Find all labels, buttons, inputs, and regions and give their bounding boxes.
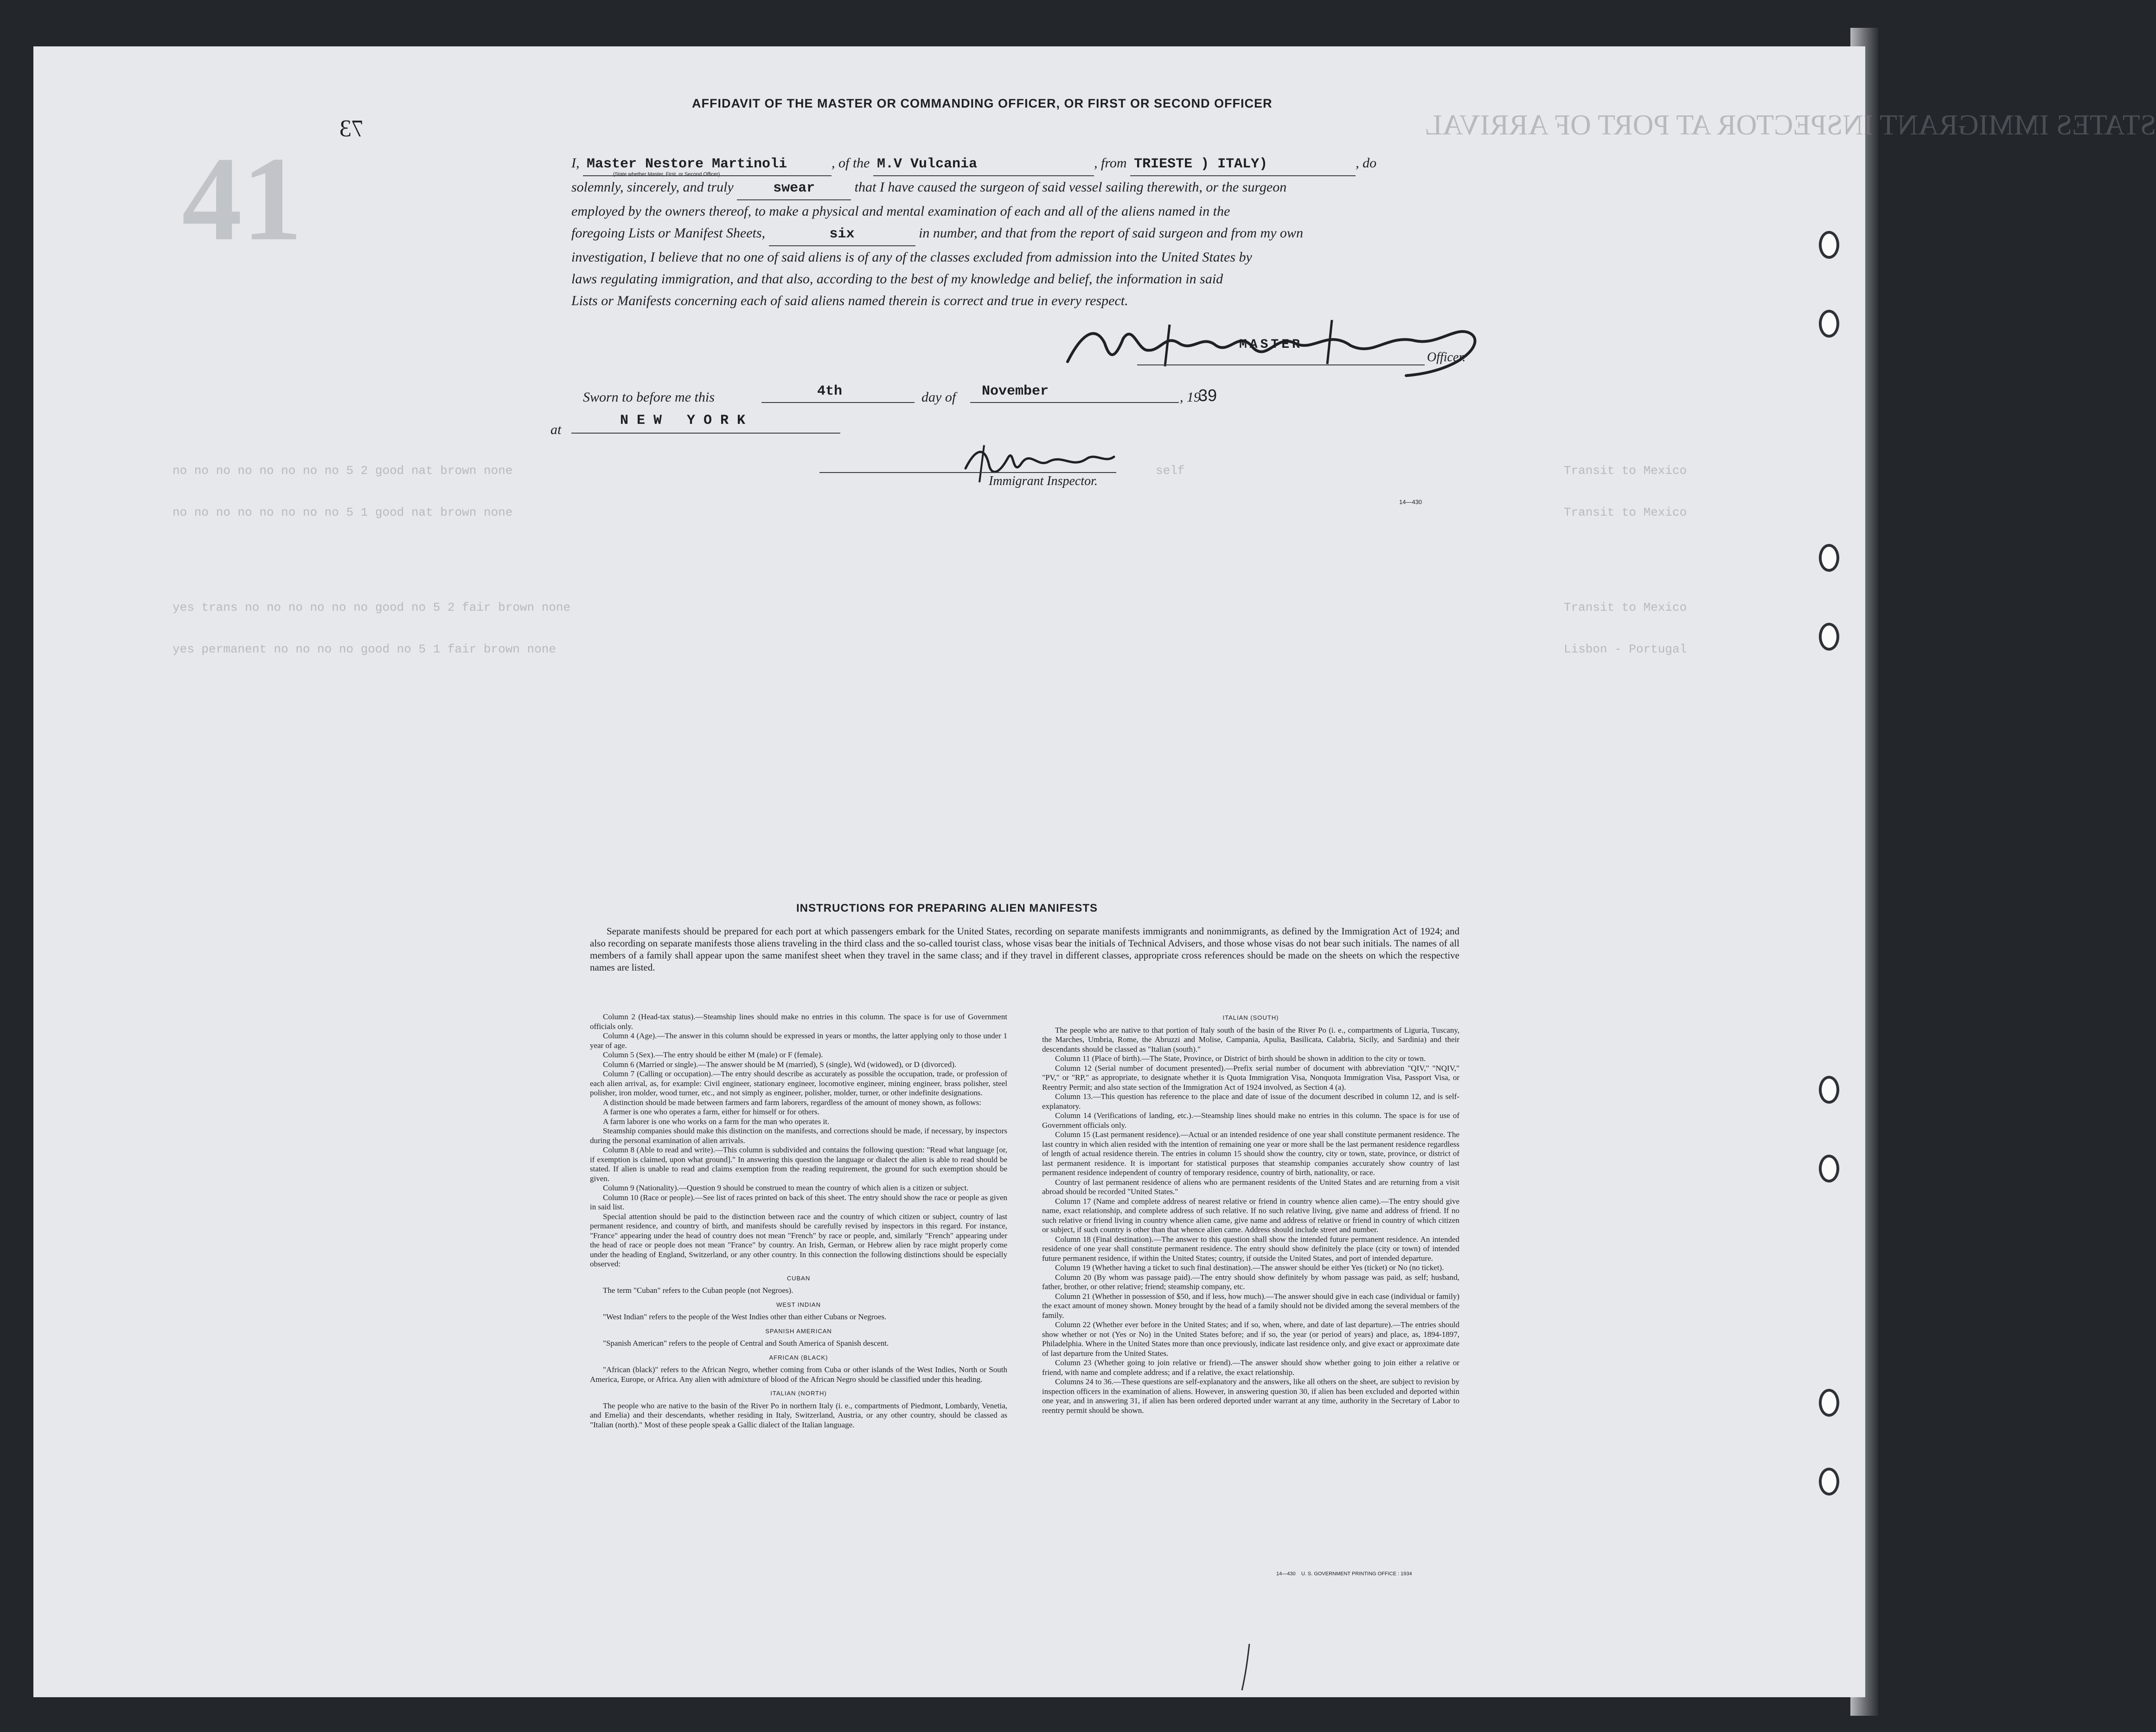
at-label: at: [550, 422, 562, 437]
instruction-paragraph: Column 18 (Final destination).—The answer to this question shall show the intended future permanent residence. An intended residence of one year shall constitute permanent residence. The entry should show definitely the place (city or town) of intended future permanent residence, if within the United States; country, if outside the United States, and port of intended departure.: [1042, 1234, 1459, 1263]
affidavit-line-6: laws regulating immigration, and that also, according to the best of my knowledge and belief, the information in said: [571, 271, 1223, 287]
instructions-right-column: [1042, 1009, 1459, 1415]
instruction-section-heading: ITALIAN (NORTH): [770, 1390, 827, 1397]
binder-hole: [1819, 544, 1839, 572]
line4-end: in number, and that from the report of said surgeon and from my own: [919, 225, 1303, 241]
instruction-paragraph: Column 22 (Whether ever before in the United States; and if so, when, where, and date of last departure).—The entries should show whether or not (Yes or No) in the United States before; and if so, the year (or period of years) and place, as, 1894-1897, Philadelphia. Where in the United States more than once previously, indicate last residence only, and give exact or approximate date of last departure from the United States.: [1042, 1320, 1459, 1358]
binder-hole: [1819, 310, 1839, 338]
day-field: 4th: [817, 383, 843, 399]
affidavit-line-7: Lists or Manifests concerning each of said aliens named therein is correct and true in every respect.: [571, 293, 1128, 308]
line2-end: that I have caused the surgeon of said vessel sailing therewith, or the surgeon: [854, 179, 1287, 195]
year-suffix: 39: [1198, 386, 1217, 405]
place-field: N E W Y O R K: [620, 413, 746, 428]
from-port-field: TRIESTE ) ITALY): [1130, 153, 1356, 176]
instruction-paragraph: Column 21 (Whether in possession of $50, and if less, how much).—The answer should give in each case (individual or family) the exact amount of money shown. Money brought by the head of a family should not be divided among the several members of the family.: [1042, 1291, 1459, 1320]
affidavit-line-4: [571, 222, 1499, 246]
form-number: 14—430: [1399, 499, 1422, 505]
manifest-page: [33, 46, 2156, 1697]
month-field: November: [982, 383, 1049, 399]
bleed-heading: STATES IMMIGRANT INSPECTOR AT PORT OF ARRIVAL: [1425, 109, 2156, 141]
instruction-section-heading: SPANISH AMERICAN: [765, 1327, 832, 1335]
binder-hole: [1819, 1155, 1839, 1182]
affidavit-line-2: [571, 176, 1499, 200]
instruction-paragraph: Column 13.—This question has reference to the place and date of issue of the document described in column 12, and is self-explanatory.: [1042, 1092, 1459, 1111]
binder-hole: [1819, 1468, 1839, 1496]
instruction-paragraph: Column 10 (Race or people).—See list of races printed on back of this sheet. The entry should show the race or people as given in said list.: [590, 1193, 1007, 1211]
bleed-row: no no no no no no no no 5 2 good nat brown none: [173, 464, 513, 478]
instruction-paragraph: Columns 24 to 36.—These questions are self-explanatory and the answers, like all others on the sheet, are subject to revision by inspection officers in the examination of aliens. However, in answering question 30, if alien has been excluded and deported within one year, and in answering 31, if alien has been ordered deported under warrant at any time, authority in the Secretary of Labor to reentry permit should be shown.: [1042, 1377, 1459, 1415]
place-line: [571, 433, 840, 434]
affidavit-body: [571, 152, 1499, 312]
affidavit-line-5: investigation, I believe that no one of said aliens is of any of the classes excluded from admission into the United States by: [571, 249, 1252, 265]
instruction-paragraph: Column 11 (Place of birth).—The State, Province, or District of birth should be shown in addition to the city or town.: [1055, 1054, 1426, 1063]
bleed-row: Lisbon - Portugal: [1564, 642, 1687, 656]
pencil-mark: [1239, 1642, 1253, 1693]
count-field: six: [769, 224, 915, 246]
instruction-paragraph: Column 9 (Nationality).—Question 9 should be construed to mean the country of which alien is a citizen or subject.: [603, 1183, 969, 1192]
instruction-paragraph: Column 8 (Able to read and write).—This column is subdivided and contains the following question: "Read what language [or, if exemption is claimed, upon what ground]." In answering this question the language or dialect the alien is able to read should be stated. If alien is unable to read and claims exemption from the reading requirement, the ground for such exemption should be given.: [590, 1145, 1007, 1183]
instruction-paragraph: Column 12 (Serial number of document presented).—Prefix serial number of document with abbreviation "QIV," "NQIV," "PV," or "RP," as appropriate, to designate whether it is Quota Immigration Visa, Nonquota Immigration Visa, Passport Visa, or Reentry Permit; and also state section of the Immigration Act of 1924 involved, as Section 4 (a).: [1042, 1063, 1459, 1092]
bleed-row: Transit to Mexico: [1564, 464, 1687, 478]
instruction-section-heading: ITALIAN (SOUTH): [1222, 1014, 1279, 1021]
instruction-paragraph: Column 23 (Whether going to join relative or friend).—The answer should show whether going to join either a relative or friend, with name and complete address; and if a relative, the exact relationship.: [1042, 1358, 1459, 1377]
instructions-title: INSTRUCTIONS FOR PREPARING ALIEN MANIFESTS: [796, 902, 1098, 914]
instruction-paragraph: Steamship companies should make this distinction on the manifests, and corrections should be made, if necessary, by inspectors during the personal examination of alien arrivals.: [590, 1126, 1007, 1145]
officer-name-field: Master Nestore Martinoli: [583, 153, 832, 176]
day-line: [761, 402, 915, 403]
instruction-section-text: The people who are native to the basin of the River Po in northern Italy (i. e., compartments of Piedmont, Lombardy, Venetia, and Emelia) and their descendants, whether residing in Italy, Switzerland, Austria, or any other country, should be classed as "Italian (north)." Most of these people speak a Gallic dialect of the Italian language.: [590, 1401, 1007, 1429]
instruction-paragraph: Column 5 (Sex).—The entry should be either M (male) or F (female).: [603, 1050, 823, 1059]
printing-office-footer: 14—430 U. S. GOVERNMENT PRINTING OFFICE : 1934: [1276, 1571, 1412, 1577]
instruction-section-text: "West Indian" refers to the people of the West Indies other than either Cubans or Negroes.: [603, 1312, 887, 1321]
instruction-paragraph: Column 15 (Last permanent residence).—Actual or an intended residence of one year shall constitute permanent residence. The last country in which alien resided with the intention of remaining one year or more shall be the last permanent residence regardless of length of actual residence therein. The entries in column 15 should show the country, city or town, state, province, or district of last permanent residence. It is important for statistical purposes that steamship companies accurately show country of last permanent residence independent of country of temporary residence, country of birth, nationality, or race.: [1042, 1130, 1459, 1177]
instruction-paragraph: Column 7 (Calling or occupation).—The entry should describe as accurately as possible the occupation, trade, or profession of each alien arrival, as, for example: Civil engineer, stationary engineer, locomotive engineer, mining engineer, brass polisher, steel polisher, iron molder, wood turner, etc., and not simply as engineer, polisher, molder, turner, or other indefinite designations.: [590, 1069, 1007, 1097]
instruction-paragraph: Column 4 (Age).—The answer in this column should be expressed in years or months, the latter applying only to those under 1 year of age.: [590, 1031, 1007, 1050]
bleed-row: no no no no no no no no 5 1 good nat brown none: [173, 505, 513, 519]
instructions-intro: Separate manifests should be prepared for each port at which passengers embark for the United States, recording on separate manifests immigrants and nonimmigrants, as defined by the Immigration Act of 1924; and also recording on separate manifests those aliens traveling in the third class and the so-called tourist class, whose visas bear the initials of Technical Advisers, and those whose visas do not bear such initials. The names of all members of a family shall appear upon the same manifest sheet when they travel in the same class; and if they travel in different classes, appropriate cross references should be made on the sheets on which the respective names are listed.: [590, 926, 1459, 973]
inspector-signature-line: [819, 472, 1116, 473]
instructions-left-column: [590, 1012, 1007, 1430]
month-line: [970, 402, 1179, 403]
instruction-paragraph: A distinction should be made between farmers and farm laborers, regardless of the amount of money shown, as follows:: [603, 1098, 981, 1107]
officer-signature-line: [1137, 364, 1425, 365]
affidavit-title: AFFIDAVIT OF THE MASTER OR COMMANDING OFFICER, OR FIRST OR SECOND OFFICER: [692, 96, 1273, 110]
of-the-label: , of the: [832, 155, 870, 171]
instruction-paragraph: Column 14 (Verifications of landing, etc.).—Steamship lines should make no entries in this column. The space is for use of Government officials only.: [1042, 1111, 1459, 1130]
binder-hole: [1819, 1389, 1839, 1417]
bleed-row: self: [1156, 464, 1185, 478]
signature-role: MASTER: [1239, 338, 1303, 352]
instruction-section-text: "Spanish American" refers to the people of Central and South America of Spanish descent.: [603, 1339, 889, 1348]
instruction-paragraph: Column 2 (Head-tax status).—Steamship lines should make no entries in this column. The space is for use of Government officials only.: [590, 1012, 1007, 1031]
instruction-section-heading: WEST INDIAN: [776, 1301, 821, 1308]
instruction-section-text: The term "Cuban" refers to the Cuban people (not Negroes).: [603, 1286, 793, 1295]
inspector-label: Immigrant Inspector.: [989, 474, 1098, 488]
binder-hole: [1819, 1076, 1839, 1104]
oath-field: swear: [737, 178, 851, 200]
line4-start: foregoing Lists or Manifest Sheets,: [571, 225, 766, 241]
binder-hole: [1819, 623, 1839, 651]
instruction-paragraph: Column 20 (By whom was passage paid).—The entry should show definitely by whom passage was paid, as self; husband, father, brother, or other relative; friend; steamship company, etc.: [1042, 1272, 1459, 1291]
bleed-row: yes permanent no no no no good no 5 1 fair brown none: [173, 642, 556, 656]
officer-hint: (State whether Master, First, or Second Officer): [613, 172, 720, 177]
page-number: 73: [339, 115, 364, 142]
bleed-row: Transit to Mexico: [1564, 601, 1687, 614]
instruction-paragraph: Country of last permanent residence of aliens who are permanent residents of the United States and are returning from a visit abroad should be recorded "United States.": [1042, 1177, 1459, 1196]
instruction-paragraph: Column 17 (Name and complete address of nearest relative or friend in country whence alien came).—The entry should give name, exact relationship, and complete address of such relative. If no such relative living, give name and address of friend. If no such relative or friend living in country whence alien came, give name and address of relative or friend in country of which citizen or subject, if such country is other than that whence alien came. Address should include street and number.: [1042, 1196, 1459, 1234]
day-of-label: day of: [921, 390, 956, 405]
bleed-row: yes trans no no no no no no good no 5 2 fair brown none: [173, 601, 571, 614]
instruction-section-text: "African (black)" refers to the African Negro, whether coming from Cuba or other islands of the West Indies, North or South America, Europe, or Africa. Any alien with admixture of blood of the African Negro should be classified under this heading.: [590, 1365, 1007, 1384]
instruction-paragraph: A farm laborer is one who works on a farm for the man who operates it.: [603, 1117, 830, 1126]
prefix-i: I,: [571, 155, 580, 171]
vessel-field: M.V Vulcania: [873, 153, 1094, 176]
from-label: , from: [1094, 155, 1127, 171]
officer-label: Officer.: [1427, 350, 1466, 364]
instruction-paragraph: The people who are native to that portion of Italy south of the basin of the River Po (i. e., compartments of Liguria, Tuscany, the Marches, Umbria, Rome, the Abruzzi and Molise, Campania, Apulia, Basilicata, Calabria, Sicily, and Sardinia) and their descendants should be classed as "Italian (south).": [1042, 1025, 1459, 1054]
instruction-section-heading: CUBAN: [787, 1274, 811, 1282]
do-label: , do: [1356, 155, 1377, 171]
instruction-paragraph: Column 19 (Whether having a ticket to such final destination).—The answer should be either Yes (ticket) or No (no ticket).: [1055, 1263, 1444, 1272]
bleed-margin-number: 41: [182, 132, 302, 266]
instruction-section-heading: AFRICAN (BLACK): [769, 1354, 828, 1361]
instruction-paragraph: Column 6 (Married or single).—The answer should be M (married), S (single), Wd (widowed), or D (divorced).: [603, 1060, 957, 1069]
affidavit-line-3: employed by the owners thereof, to make a physical and mental examination of each and all of the aliens named in the: [571, 204, 1230, 219]
instruction-paragraph: Special attention should be paid to the distinction between race and the country of which citizen or subject, country of last permanent residence, and country of birth, and manifests should be carefully revised by inspectors in this regard. For instance, "France" appearing under the head of country does not mean "French" by race or people, and, similarly "French" appearing under the head of race or people does not mean "France" by country. An Irish, German, or Hebrew alien by race might properly come under the heading of England, Switzerland, or any other country. In this connection the following distinctions should be especially observed:: [590, 1212, 1007, 1268]
sworn-label: Sworn to before me this: [583, 390, 715, 405]
binder-hole: [1819, 231, 1839, 259]
bleed-row: Transit to Mexico: [1564, 505, 1687, 519]
instruction-paragraph: A farmer is one who operates a farm, either for himself or for others.: [603, 1107, 819, 1116]
line2-start: solemnly, sincerely, and truly: [571, 179, 734, 195]
year-prefix: , 19: [1180, 390, 1201, 405]
